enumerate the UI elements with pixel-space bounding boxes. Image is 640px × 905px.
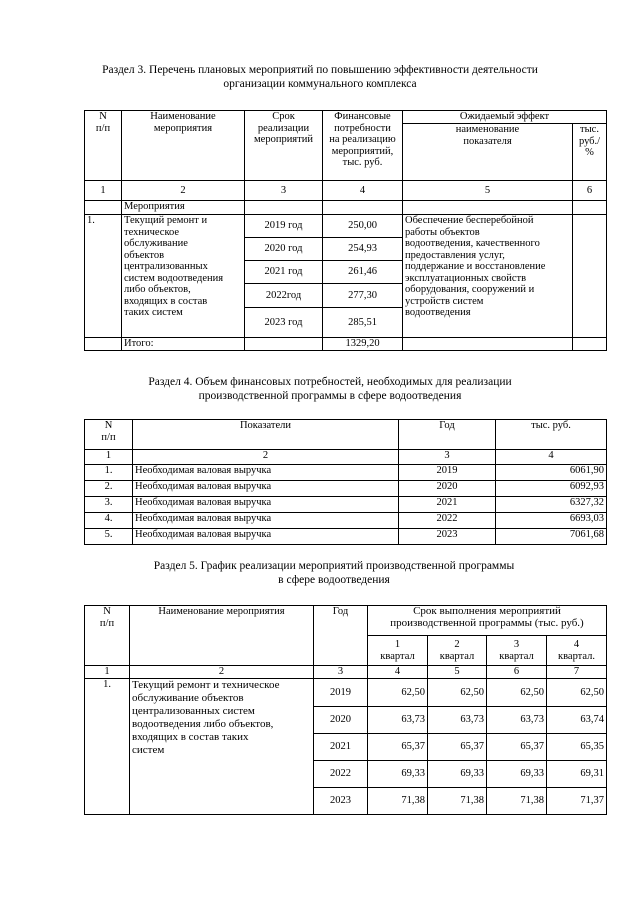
- s5-row-q2: 69,33: [428, 761, 487, 788]
- s4-row-name: Необходимая валовая выручка: [133, 465, 399, 481]
- table-row: [85, 497, 607, 513]
- s4-row-num: 4.: [85, 513, 133, 529]
- s4-row-year: 2020: [399, 481, 496, 497]
- s5-header-term: Срок выполнения мероприятий производственной программы (тыс. руб.): [368, 606, 607, 636]
- s3-header-percent: тыс. руб./ %: [573, 124, 607, 181]
- s4-row-value: 7061,68: [496, 529, 607, 545]
- s3-header-name: Наименование мероприятия: [122, 111, 245, 181]
- section4-table: [84, 419, 607, 545]
- s3-year: 2023 год: [245, 308, 323, 338]
- s3-amount: 254,93: [323, 238, 403, 261]
- s5-row-q2: 63,73: [428, 707, 487, 734]
- section5-title-line2: в сфере водоотведения: [278, 574, 390, 586]
- table-row: [85, 215, 607, 238]
- section5-table: [84, 605, 607, 815]
- s5-header-year: Год: [314, 606, 368, 666]
- s5-header-q2: 2 квартал: [428, 636, 487, 666]
- s5-row-q1: 62,50: [368, 679, 428, 707]
- s4-row-name: Необходимая валовая выручка: [133, 481, 399, 497]
- s3-year: 2019 год: [245, 215, 323, 238]
- s3-amount: 250,00: [323, 215, 403, 238]
- s3-total-label: Итого:: [122, 338, 245, 351]
- s4-col-number: 1: [85, 450, 133, 465]
- s5-row-q3: 63,73: [487, 707, 547, 734]
- s5-row-q3: 65,37: [487, 734, 547, 761]
- s3-header-term: Срок реализации мероприятий: [245, 111, 323, 181]
- s3-header-effect: Ожидаемый эффект: [403, 111, 607, 124]
- s5-row-q1: 63,73: [368, 707, 428, 734]
- s5-row-year: 2019: [314, 679, 368, 707]
- s5-row-q4: 65,35: [547, 734, 607, 761]
- s5-row-q3: 69,33: [487, 761, 547, 788]
- table-row: [85, 513, 607, 529]
- s5-header-q3: 3 квартал: [487, 636, 547, 666]
- s3-year: 2022год: [245, 284, 323, 308]
- s5-col-number: 6: [487, 666, 547, 679]
- s4-header-indicator: Показатели: [133, 420, 399, 450]
- section3-table: [84, 110, 607, 351]
- s3-header-num: N п/п: [85, 111, 122, 181]
- table-row: [85, 529, 607, 545]
- section3-title-line2: организации коммунального комплекса: [223, 78, 417, 90]
- s5-col-number: 1: [85, 666, 130, 679]
- s3-group-label: Мероприятия: [122, 201, 245, 215]
- s3-total-row: [85, 338, 607, 351]
- s3-col-number: 2: [122, 181, 245, 201]
- s5-header-q1: 1 квартал: [368, 636, 428, 666]
- s5-row-q4: 69,31: [547, 761, 607, 788]
- s5-col-number: 7: [547, 666, 607, 679]
- s4-col-number: 2: [133, 450, 399, 465]
- s3-year: 2021 год: [245, 261, 323, 284]
- section5-title-line1: Раздел 5. График реализации мероприятий производственной программы: [153, 560, 515, 572]
- s4-row-num: 3.: [85, 497, 133, 513]
- s5-header-q4: 4 квартал.: [547, 636, 607, 666]
- s3-row-num: 1.: [85, 215, 122, 338]
- s4-row-value: 6092,93: [496, 481, 607, 497]
- s5-row-q1: 71,38: [368, 788, 428, 815]
- s3-amount: 277,30: [323, 284, 403, 308]
- s3-amount: 285,51: [323, 308, 403, 338]
- s3-header-finance: Финансовые потребности на реализацию мероприятий, тыс. руб.: [323, 111, 403, 181]
- s5-col-numbers-row: [85, 666, 607, 679]
- s3-amount: 261,46: [323, 261, 403, 284]
- s5-header-num: N п/п: [85, 606, 130, 666]
- s5-row-q4: 71,37: [547, 788, 607, 815]
- s4-row-num: 5.: [85, 529, 133, 545]
- s4-col-number: 3: [399, 450, 496, 465]
- s4-row-name: Необходимая валовая выручка: [133, 513, 399, 529]
- s3-col-numbers-row: [85, 181, 607, 201]
- s5-row-year: 2022: [314, 761, 368, 788]
- s5-row-num: 1.: [85, 679, 130, 815]
- s5-row-year: 2023: [314, 788, 368, 815]
- s4-row-value: 6061,90: [496, 465, 607, 481]
- section4-title-line2: производственной программы в сфере водоотведения: [198, 390, 462, 402]
- s5-row-q2: 71,38: [428, 788, 487, 815]
- s3-total-value: 1329,20: [323, 338, 403, 351]
- s5-row-year: 2021: [314, 734, 368, 761]
- s4-row-num: 2.: [85, 481, 133, 497]
- section4-title-line1: Раздел 4. Объем финансовых потребностей, необходимых для реализации: [148, 376, 512, 388]
- s5-header-name: Наименование мероприятия: [130, 606, 314, 666]
- s3-col-number: 6: [573, 181, 607, 201]
- s3-col-number: 3: [245, 181, 323, 201]
- s5-col-number: 5: [428, 666, 487, 679]
- s5-row-q2: 62,50: [428, 679, 487, 707]
- s3-col-number: 4: [323, 181, 403, 201]
- s4-row-name: Необходимая валовая выручка: [133, 529, 399, 545]
- s5-row-q4: 63,74: [547, 707, 607, 734]
- s5-row-q1: 69,33: [368, 761, 428, 788]
- s3-year: 2020 год: [245, 238, 323, 261]
- s4-row-year: 2019: [399, 465, 496, 481]
- s4-row-year: 2021: [399, 497, 496, 513]
- s3-col-number: 5: [403, 181, 573, 201]
- s5-row-q3: 62,50: [487, 679, 547, 707]
- s4-row-year: 2023: [399, 529, 496, 545]
- table-row: [85, 481, 607, 497]
- section3-title-line1: Раздел 3. Перечень плановых мероприятий по повышению эффективности деятельности: [102, 64, 538, 76]
- s4-header-value: тыс. руб.: [496, 420, 607, 450]
- table-row: [85, 465, 607, 481]
- s5-row-q4: 62,50: [547, 679, 607, 707]
- s3-effect-text: Обеспечение бесперебойной работы объектов водоотведения, качественного предоставления услуг, поддержание и восстановление эксплуатационных свойств оборудования, сооружений и устройств систем водоотведения: [403, 215, 573, 338]
- s4-row-year: 2022: [399, 513, 496, 529]
- s4-header-num: N п/п: [85, 420, 133, 450]
- s5-row-q2: 65,37: [428, 734, 487, 761]
- section5-title: [14, 559, 640, 587]
- s4-col-number: 4: [496, 450, 607, 465]
- table-row: [85, 679, 607, 707]
- s4-col-numbers-row: [85, 450, 607, 465]
- s4-row-value: 6327,32: [496, 497, 607, 513]
- s4-row-name: Необходимая валовая выручка: [133, 497, 399, 513]
- s3-col-number: 1: [85, 181, 122, 201]
- s5-col-number: 3: [314, 666, 368, 679]
- section4-title: [10, 375, 640, 403]
- s4-row-value: 6693,03: [496, 513, 607, 529]
- s5-row-q1: 65,37: [368, 734, 428, 761]
- s5-row-year: 2020: [314, 707, 368, 734]
- s5-col-number: 2: [130, 666, 314, 679]
- s3-row-name: Текущий ремонт и техническое обслуживание объектов централизованных систем водоотведения либо объектов, входящих в состав таких систем: [122, 215, 245, 338]
- s5-row-q3: 71,38: [487, 788, 547, 815]
- s3-header-indicator: наименование показателя: [403, 124, 573, 181]
- s5-col-number: 4: [368, 666, 428, 679]
- section3-title: [0, 63, 640, 91]
- s4-row-num: 1.: [85, 465, 133, 481]
- s4-header-year: Год: [399, 420, 496, 450]
- s5-row-name: Текущий ремонт и техническое обслуживание объектов централизованных систем водоотведения либо объектов, входящих в состав таких систем: [130, 679, 314, 815]
